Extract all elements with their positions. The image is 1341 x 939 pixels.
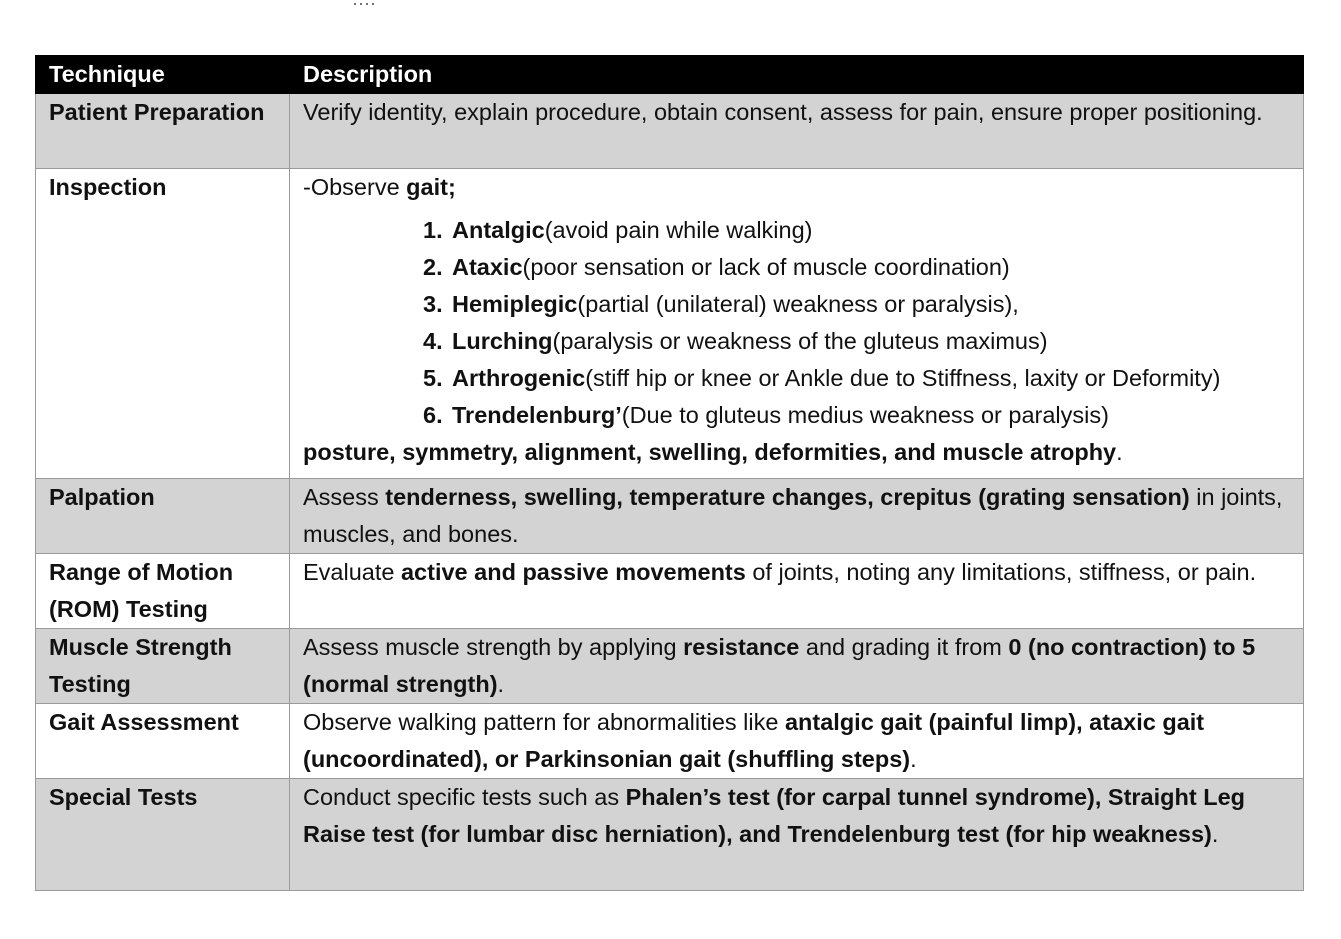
gait-types-list xyxy=(303,212,1297,434)
list-item: 3. Hemiplegic(partial (unilateral) weakness or paralysis), xyxy=(423,291,1019,317)
description-cell: Assess tenderness, swelling, temperature changes, crepitus (grating sensation) in joints, muscles, and bones. xyxy=(290,479,1304,554)
list-item: 1. Antalgic(avoid pain while walking) xyxy=(423,217,813,243)
table-row xyxy=(36,94,1304,169)
list-item: 6. Trendelenburg’(Due to gluteus medius weakness or paralysis) xyxy=(423,402,1109,428)
description-cell xyxy=(290,169,1304,479)
description-cell: Conduct specific tests such as Phalen’s test (for carpal tunnel syndrome), Straight Leg Raise test (for lumbar disc herniation), and Trendelenburg test (for hip weakness). xyxy=(290,779,1304,891)
header-description: Description xyxy=(290,56,1304,94)
clinical-techniques-table xyxy=(35,55,1304,891)
description-cell: Verify identity, explain procedure, obtain consent, assess for pain, ensure proper positioning. xyxy=(290,94,1304,169)
table-row xyxy=(36,779,1304,891)
table-row xyxy=(36,704,1304,779)
description-cell: Assess muscle strength by applying resistance and grading it from 0 (no contraction) to 5 (normal strength). xyxy=(290,629,1304,704)
technique-cell: Special Tests xyxy=(36,779,290,891)
inspection-summary: posture, symmetry, alignment, swelling, deformities, and muscle atrophy. xyxy=(303,439,1123,465)
description-cell: Evaluate active and passive movements of joints, noting any limitations, stiffness, or pain. xyxy=(290,554,1304,629)
technique-cell: Muscle Strength Testing xyxy=(36,629,290,704)
table-row xyxy=(36,479,1304,554)
table-row xyxy=(36,554,1304,629)
table-header-row xyxy=(36,56,1304,94)
table-row xyxy=(36,629,1304,704)
header-technique: Technique xyxy=(36,56,290,94)
description-cell: Observe walking pattern for abnormalities like antalgic gait (painful limp), ataxic gait (uncoordinated), or Parkinsonian gait (shuffling steps). xyxy=(290,704,1304,779)
technique-cell: Gait Assessment xyxy=(36,704,290,779)
list-item: 4. Lurching(paralysis or weakness of the gluteus maximus) xyxy=(423,328,1048,354)
list-item: 5. Arthrogenic(stiff hip or knee or Ankle due to Stiffness, laxity or Deformity) xyxy=(423,365,1221,391)
technique-cell: Range of Motion (ROM) Testing xyxy=(36,554,290,629)
technique-cell: Palpation xyxy=(36,479,290,554)
technique-cell: Inspection xyxy=(36,169,290,479)
table-row xyxy=(36,169,1304,479)
stray-ink-mark xyxy=(352,0,378,6)
inspection-intro: -Observe gait; xyxy=(303,174,456,200)
list-item: 2. Ataxic(poor sensation or lack of muscle coordination) xyxy=(423,254,1010,280)
technique-cell: Patient Preparation xyxy=(36,94,290,169)
